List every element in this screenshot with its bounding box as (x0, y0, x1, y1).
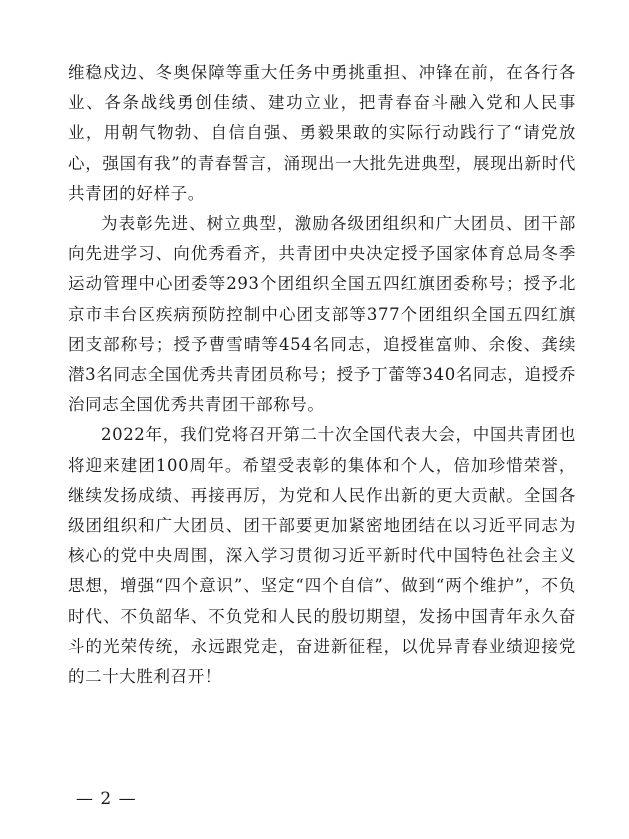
page-number: — 2 — (76, 789, 137, 809)
paragraph-continued: 维稳戍边、冬奥保障等重大任务中勇挑重担、冲锋在前，在各行各业、各条战线勇创佳绩、建功立业，把青春奋斗融入党和人民事业，用朝气物勃、自信自强、勇毅果敢的实际行动践行了“请党放心，强国有我”的青春誓言，涌现出一大批先进典型，展现出新时代共青团的好样子。 (68, 63, 576, 203)
paragraph-closing: 2022年，我们党将召开第二十次全国代表大会，中国共青团也将迎来建团100周年。希望受表彰的集体和个人，倍加珍惜荣誉，继续发扬成绩、再接再厉，为党和人民作出新的更大贡献。全国各级团组织和广大团员、团干部要更加紧密地团结在以习近平同志为核心的党中央周围，深入学习贯彻习近平新时代中国特色社会主义思想，增强“四个意识”、坚定“四个自信”、做到“两个维护”，不负时代、不负韶华、不负党和人民的殷切期望，发扬中国青年永久奋斗的光荣传统，永远跟党走，奋进新征程，以优异青春业绩迎接党的二十大胜利召开！ (68, 425, 576, 687)
paragraph-commendation: 为表彰先进、树立典型，激励各级团组织和广大团员、团干部向先进学习、向优秀看齐，共青团中央决定授予国家体育总局冬季运动管理中心团委等293个团组织全国五四红旗团委称号；授予北京市丰台区疾病预防控制中心团支部等377个团组织全国五四红旗团支部称号；授予曹雪晴等454名同志，追授崔富帅、余俊、龚续潜3名同志全国优秀共青团员称号；授予丁蕾等340名同志，追授乔治同志全国优秀共青团干部称号。 (68, 214, 576, 415)
document-body (68, 58, 576, 692)
